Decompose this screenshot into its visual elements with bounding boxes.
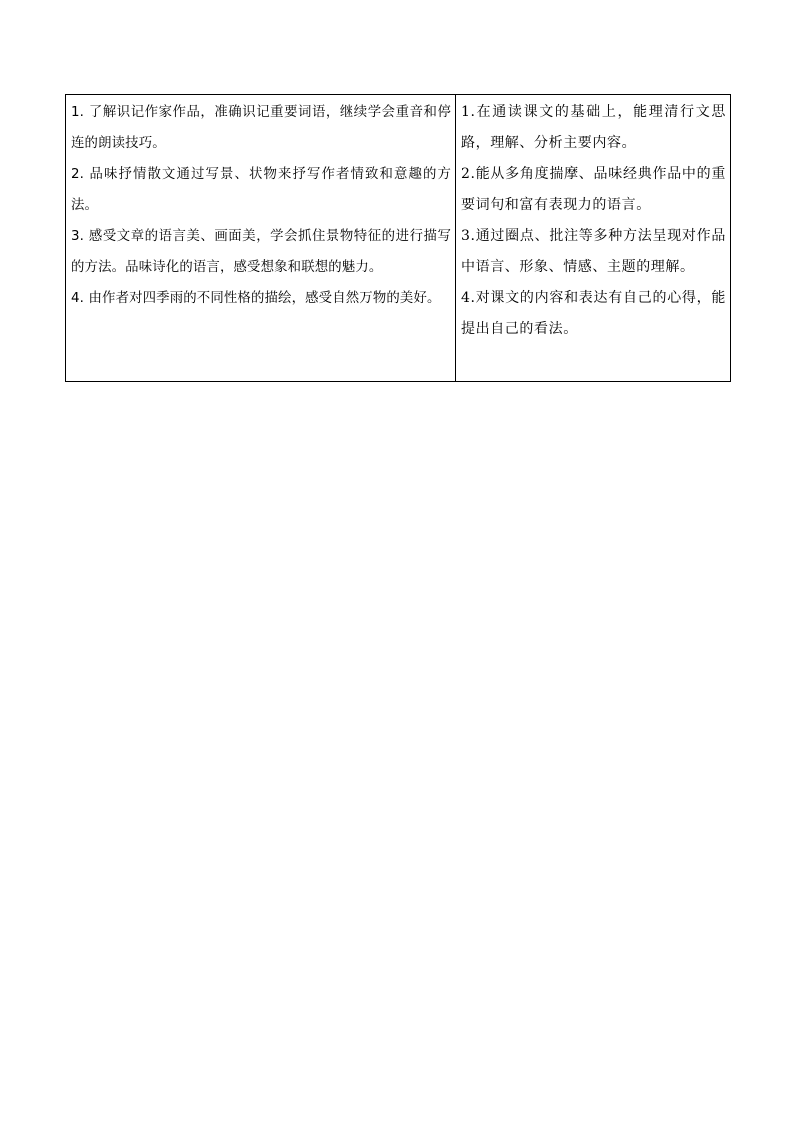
table-row: [66, 95, 731, 382]
right-column-cell: [456, 95, 731, 382]
left-column-cell: [66, 95, 456, 382]
right-objective-3: 3.通过圈点、批注等多种方法呈现对作品中语言、形象、情感、主题的理解。: [461, 228, 726, 275]
left-objective-3: 3. 感受文章的语言美、画面美，学会抓住景物特征的进行描写的方法。品味诗化的语言，感受想象和联想的魅力。: [71, 229, 451, 275]
right-objective-2: 2.能从多角度揣摩、品味经典作品中的重要词句和富有表现力的语言。: [461, 166, 726, 213]
left-objective-2: 2. 品味抒情散文通过写景、状物来抒写作者情致和意趣的方法。: [71, 167, 451, 213]
right-objective-1: 1.在通读课文的基础上，能理清行文思路，理解、分析主要内容。: [461, 104, 726, 151]
objectives-table: [65, 94, 731, 382]
left-objective-4: 4. 由作者对四季雨的不同性格的描绘，感受自然万物的美好。: [71, 291, 441, 306]
right-objective-4: 4.对课文的内容和表达有自己的心得，能提出自己的看法。: [461, 290, 726, 337]
left-objective-1: 1. 了解识记作家作品，准确识记重要词语，继续学会重音和停连的朗读技巧。: [71, 105, 451, 151]
